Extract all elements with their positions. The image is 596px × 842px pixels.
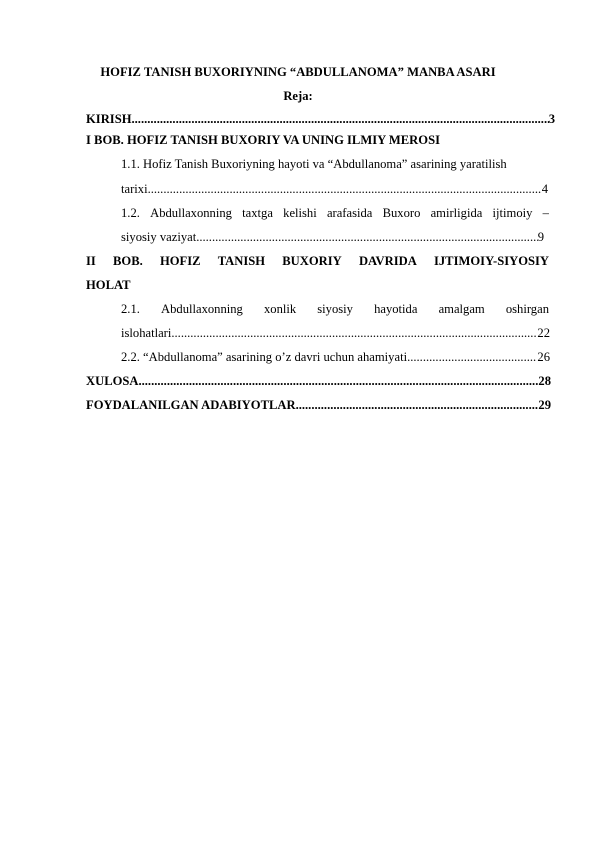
plan-heading: Reja: xyxy=(283,89,313,103)
toc-word: amirligida xyxy=(430,206,483,220)
toc-entry-1-2-line1 xyxy=(121,205,549,221)
toc-word: taxtga xyxy=(242,206,273,220)
toc-entry-adabiyotlar xyxy=(86,397,551,413)
toc-page-number: 29 xyxy=(538,398,551,412)
toc-word: Buxoro xyxy=(382,206,421,220)
toc-entry-bob2-line1 xyxy=(86,253,549,269)
toc-leader-dots xyxy=(148,181,542,197)
toc-word: ijtimoiy xyxy=(492,206,533,220)
toc-leader-dots xyxy=(171,325,537,341)
toc-word: 2.1. xyxy=(121,302,140,316)
toc-page-number: 9 xyxy=(537,230,544,244)
toc-word: Abdullaxonning xyxy=(150,206,232,220)
toc-leader-dots xyxy=(132,111,549,127)
toc-entry-1-2-line2 xyxy=(121,229,544,245)
toc-entry-1-1-line1: 1.1. Hofiz Tanish Buxoriyning hayoti va “Abdullanoma” asarining yaratilish xyxy=(121,157,507,171)
toc-word: HOFIZ xyxy=(159,254,201,268)
toc-word: hayotida xyxy=(374,302,418,316)
toc-word: xonlik xyxy=(263,302,297,316)
toc-entry-2-1-line2 xyxy=(121,325,550,341)
toc-word: arafasida xyxy=(326,206,373,220)
document-title: HOFIZ TANISH BUXORIYNING “ABDULLANOMA” MANBA ASARI xyxy=(100,65,496,79)
toc-label: FOYDALANILGAN ADABIYOTLAR xyxy=(86,398,296,412)
toc-page-number: 4 xyxy=(541,182,548,196)
toc-word: siyosiy xyxy=(317,302,353,316)
toc-label: islohatlari xyxy=(121,326,172,340)
toc-page-number: 22 xyxy=(537,326,550,340)
toc-label: tarixi xyxy=(121,182,148,196)
toc-word: – xyxy=(542,206,549,220)
toc-page-number: 3 xyxy=(548,112,555,126)
toc-leader-dots xyxy=(296,397,539,413)
toc-page-number: 26 xyxy=(537,350,550,364)
toc-leader-dots xyxy=(196,229,538,245)
toc-word: kelishi xyxy=(283,206,317,220)
toc-label: XULOSA xyxy=(86,374,139,388)
toc-word: TANISH xyxy=(217,254,266,268)
toc-entry-bob2-line2: HOLAT xyxy=(86,278,131,292)
toc-word: 1.2. xyxy=(121,206,140,220)
toc-entry-xulosa xyxy=(86,373,551,389)
toc-entry-2-2 xyxy=(121,349,550,365)
toc-label: 2.2. “Abdullanoma” asarining o’z davri uchun ahamiyati xyxy=(121,350,408,364)
toc-word: amalgam xyxy=(438,302,485,316)
toc-entry-kirish xyxy=(86,111,555,127)
toc-leader-dots xyxy=(407,349,537,365)
toc-word: oshirgan xyxy=(505,302,549,316)
toc-label: KIRISH xyxy=(86,112,132,126)
toc-word: BOB. xyxy=(113,254,143,268)
toc-entry-2-1-line1 xyxy=(121,301,549,317)
toc-word: Abdullaxonning xyxy=(161,302,243,316)
toc-word: IJTIMOIY-SIYOSIY xyxy=(433,254,549,268)
toc-entry-bob1: I BOB. HOFIZ TANISH BUXORIY VA UNING ILMIY MEROSI xyxy=(86,133,440,147)
toc-word: BUXORIY xyxy=(282,254,342,268)
toc-label: siyosiy vaziyat xyxy=(121,230,197,244)
toc-word: DAVRIDA xyxy=(358,254,417,268)
toc-leader-dots xyxy=(138,373,538,389)
toc-word: II xyxy=(86,254,96,268)
toc-entry-1-1-line2 xyxy=(121,181,548,197)
toc-page-number: 28 xyxy=(538,374,551,388)
